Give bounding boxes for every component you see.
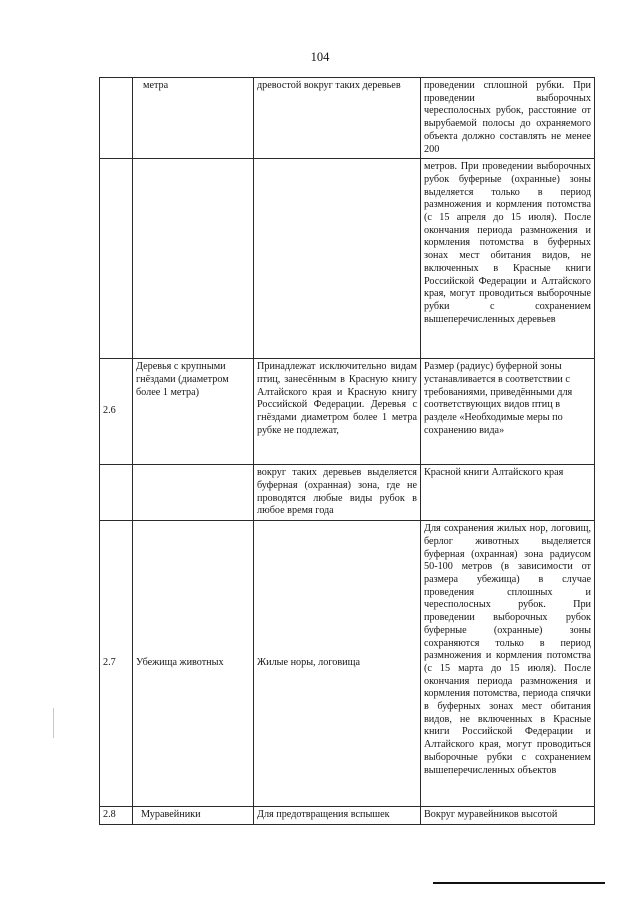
table-row: [100, 359, 595, 465]
description-cell: [254, 159, 421, 359]
measures-cell: Размер (радиус) буферной зоны устанавливается в соответствии с требованиями, приведёнными для соответствующих видов птиц в разделе «Необходимые меры по сохранению вида»: [421, 359, 595, 465]
table-row: [100, 807, 595, 825]
row-number-cell: [100, 78, 133, 159]
row-number-cell: 2.7: [100, 521, 133, 807]
table-row: [100, 78, 595, 159]
object-cell: [133, 465, 254, 521]
measures-cell: проведении сплошной рубки. При проведении выборочных чересполосных рубок, расстояние от вырубаемой полосы до охраняемого объекта должно составлять не менее 200: [421, 78, 595, 159]
object-cell: Деревья с крупными гнёздами (диаметром более 1 метра): [133, 359, 254, 465]
description-cell: вокруг таких деревьев выделяется буферная (охранная) зона, где не проводятся любые виды рубок в любое время года: [254, 465, 421, 521]
object-cell: [133, 159, 254, 359]
object-cell: Муравейники: [133, 807, 254, 825]
measures-cell: метров. При проведении выборочных рубок буферные (охранные) зоны выделяется только в период размножения и кормления потомства (с 15 апреля до 15 июля). После окончания периода размножения и кормления потомства в буферных зонах мест обитания видов, не включенных в Красные книги Российской Федерации и Алтайского края, могут проводиться выборочные рубки с сохранением вышеперечисленных деревьев: [421, 159, 595, 359]
description-cell: Принадлежат исключительно видам птиц, занесённым в Красную книгу Алтайского края и Красную книгу Российской Федерации. Деревья с гнёздами диаметром более 1 метра рубке не подлежат,: [254, 359, 421, 465]
table-row: [100, 465, 595, 521]
footer-rule: [433, 882, 605, 884]
table-row: [100, 521, 595, 807]
page-number: 104: [310, 50, 330, 64]
object-cell: метра: [133, 78, 254, 159]
table-row: [100, 159, 595, 359]
measures-cell: Красной книги Алтайского края: [421, 465, 595, 521]
description-cell: Для предотвращения вспышек: [254, 807, 421, 825]
species-protection-table: [99, 77, 595, 825]
row-number-cell: 2.8: [100, 807, 133, 825]
row-number-cell: [100, 159, 133, 359]
measures-cell: Вокруг муравейников высотой: [421, 807, 595, 825]
measures-cell: Для сохранения жилых нор, логовищ, берлог животных выделяется буферная (охранная) зона радиусом 50-100 метров (в зависимости от размера убежища) в случае проведения сплошных и чересполосных рубок. При проведении выборочных рубок буферные (охранные) зоны сохраняются только в период размножения и кормления потомства (с 15 марта до 15 июля). После окончания периода размножения и кормления потомства, периода спячки в буферных зонах мест обитания видов, не включенных в Красные книги Российской Федерации и Алтайского края, могут проводиться выборочные рубки с сохранением вышеперечисленных объектов: [421, 521, 595, 807]
object-cell: Убежища животных: [133, 521, 254, 807]
row-number-cell: [100, 465, 133, 521]
row-number-cell: 2.6: [100, 359, 133, 465]
description-cell: Жилые норы, логовища: [254, 521, 421, 807]
scan-artifact: [53, 708, 54, 738]
description-cell: древостой вокруг таких деревьев: [254, 78, 421, 159]
